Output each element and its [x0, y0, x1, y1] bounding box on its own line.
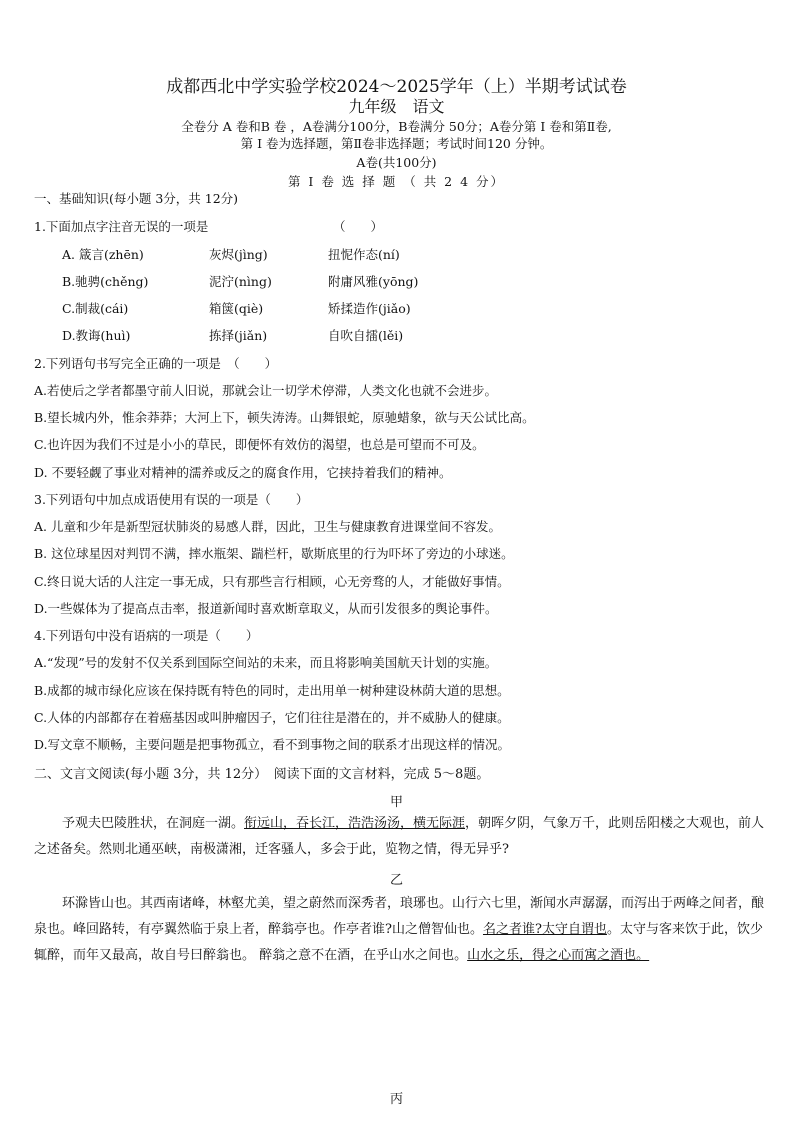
q1-option-c-1: C.制裁(cái) [62, 301, 129, 316]
passage-yi-underlined-1: 名之者谁?太守自谓也 [482, 922, 607, 937]
q1-answer-paren: （ ） [333, 219, 384, 234]
passage-yi-text-2: 。太守与客来饮于此，饮少辄醉，而年又最高，故自号曰醉翁也。 醉翁之意不在酒，在乎山水之间也。 [34, 922, 763, 963]
q4-stem: 4.下列语句中没有语病的一项是（ ） [34, 628, 259, 643]
q3-option-a: A. 儿童和少年是新型冠状肺炎的易感人群，因此，卫生与健康教育进课堂间不容发。 [34, 519, 501, 534]
q4-option-a: A.“发现”号的发射不仅关系到国际空间站的未来，而且将影响美国航天计划的实施。 [34, 655, 498, 670]
q1-option-d-2: 拣择(jiǎn) [209, 328, 268, 343]
part1-label: 第 I 卷 选 择 题 （ 共 2 4 分） [287, 174, 506, 189]
q4-option-d: D.写文章不顺畅，主要问题是把事物孤立，看不到事物之间的联系才出现这样的情况。 [34, 737, 511, 752]
q3-stem: 3.下列语句中加点成语使用有误的一项是（ ） [34, 492, 309, 507]
q1-option-c-3: 矫揉造作(jiǎo) [328, 301, 411, 316]
q1-option-a-1: A. 箴言(zhēn) [62, 247, 144, 262]
q2-stem: 2.下列语句书写完全正确的一项是 （ ） [34, 356, 278, 371]
q3-option-b: B. 这位球星因对判罚不满，摔水瓶架、踹栏杆，歇斯底里的行为吓坏了旁边的小球迷。 [34, 546, 514, 561]
passage-yi-underlined-2: 山水之乐，得之心而寓之酒也。 [467, 948, 650, 963]
q1-option-b-3: 附庸风雅(yōng) [328, 274, 419, 289]
q3-option-d: D.一些媒体为了提高点击率，报道新闻时喜欢断章取义，从而引发很多的舆论事件。 [34, 601, 498, 616]
passage-jia [34, 811, 767, 863]
q1-option-d-3: 自吹自擂(lěi) [328, 328, 404, 343]
exam-note-line1: 全卷分 A 卷和B 卷 ，A卷满分100分，B卷满分 50分；A卷分第 I 卷和第Ⅱ卷, [181, 119, 612, 134]
section2-heading: 二、文言文阅读(每小题 3分，共 12分） 阅读下面的文言材料，完成 5～8题。 [34, 767, 490, 782]
q2-option-b: B.望长城内外，惟余莽莽；大河上下，顿失涛涛。山舞银蛇，原驰蜡象，欲与天公试比高。 [34, 410, 535, 425]
grade-subject: 九年级 语文 [348, 97, 445, 116]
q1-option-c-2: 箱箧(qiè) [209, 301, 264, 316]
q2-option-c: C.也许因为我们不过是小小的草民，即便怀有效仿的渴望，也总是可望而不可及。 [34, 437, 485, 452]
exam-notes [0, 118, 793, 152]
passage-jia-text-1: 予观夫巴陵胜状，在洞庭一湖。 [62, 816, 245, 831]
q4-option-b: B.成都的城市绿化应该在保持既有特色的同时，走出用单一树种建设林荫大道的思想。 [34, 683, 510, 698]
q2-option-d: D. 不要轻觑了事业对精神的濡养或反之的腐食作用，它挟持着我们的精神。 [34, 465, 452, 480]
passage-yi [34, 891, 767, 969]
q1-option-b-1: B.驰骋(chěng) [62, 274, 149, 289]
passage-yi-text-1: 环滁皆山也。其西南诸峰，林壑尤美，望之蔚然而深秀者，琅琊也。山行六七里，渐闻水声潺潺，而泻出于两峰之间者，酿泉也。峰回路转，有亭翼然临于泉上者，醉翁亭也。作亭者谁?山之僧智仙也。 [34, 896, 765, 937]
q4-option-c: C.人体的内部都存在着癌基因或叫肿瘤因子，它们往往是潜在的，并不威胁人的健康。 [34, 710, 510, 725]
q1-option-d-1: D.教诲(huì) [62, 328, 131, 343]
section1-heading: 一、基础知识(每小题 3分，共 12分) [34, 191, 239, 206]
q1-option-b-2: 泥泞(nìng) [209, 274, 272, 289]
q2-option-a: A.若使后之学者都墨守前人旧说，那就会让一切学术停滞，人类文化也就不会进步。 [34, 383, 498, 398]
passage-jia-label: 甲 [389, 795, 403, 810]
q1-option-a-2: 灰烬(jìng) [209, 247, 268, 262]
passage-jia-underlined: 衔远山，吞长江，浩浩汤汤，横无际涯 [244, 816, 466, 831]
passage-yi-label: 乙 [389, 873, 403, 888]
exam-note-line2: 第 I 卷为选择题，第Ⅱ卷非选择题；考试时间120 分钟。 [240, 136, 553, 151]
q1-stem: 1.下面加点字注音无误的一项是 [34, 219, 209, 234]
passage-jia-text-2: ，朝晖夕阴，气象万千，此则岳阳楼之大观也，前人之述备矣。然则北通巫峡，南极潇湘，迁客骚人，多会于此，览物之情，得无异乎? [34, 816, 765, 857]
q1-option-a-3: 扭怩作态(ní) [328, 247, 400, 262]
q3-option-c: C.终日说大话的人注定一事无成，只有那些言行相顾，心无旁骛的人，才能做好事情。 [34, 574, 510, 589]
exam-title: 成都西北中学实验学校2024～2025学年（上）半期考试试卷 [166, 77, 627, 97]
passage-bing-label: 丙 [389, 1092, 403, 1107]
paper-a-label: A卷(共100分) [356, 155, 437, 170]
